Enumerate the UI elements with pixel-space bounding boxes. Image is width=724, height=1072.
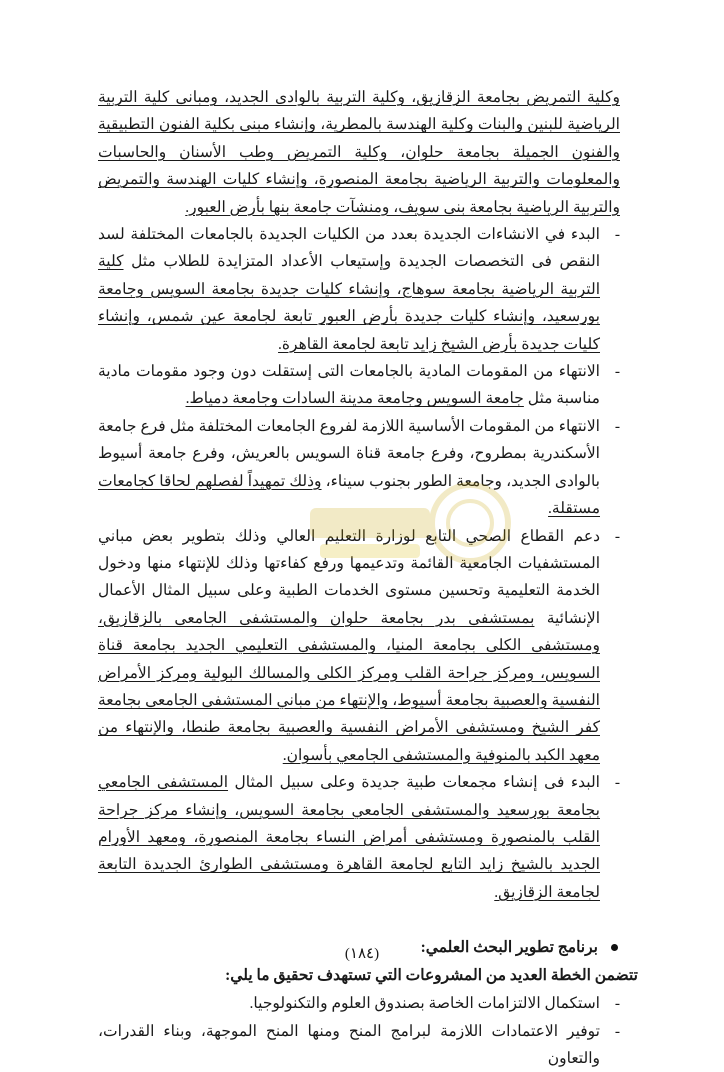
document-page — [98, 84, 638, 1067]
text-run: الانتهاء من المقومات المادية بالجامعات التى إستقلت دون وجود مقومات مادية مناسبة مثل — [98, 363, 600, 408]
text-run: البدء فى إنشاء مجمعات طبية جديدة وعلى سبيل المثال — [228, 774, 600, 792]
intro-paragraph — [98, 84, 620, 221]
underlined-text: جامعة السويس وجامعة مدينة السادات وجامعة دمياط. — [185, 390, 524, 408]
bullet-text — [98, 226, 600, 353]
bullet-dash: - — [614, 995, 620, 1013]
bullet-item-1 — [98, 221, 620, 358]
bullet-item-5 — [98, 769, 620, 906]
underlined-text: كلية التربية الرياضية بجامعة سوهاج، وإنشاء كليات جديدة بجامعة السويس وجامعة بورسعيد، وإنشاء كليات جديدة بأرض العبور تابعة لجامعة عين شمس، وإنشاء كليات جديدة بأرض الشيخ زايد تابعة لجامعة القاهرة. — [98, 253, 600, 353]
bullet-dash: - — [614, 774, 620, 792]
bullet-text — [98, 774, 600, 901]
page-number: (١٨٤) — [344, 946, 380, 962]
bullet-item-2 — [98, 358, 620, 413]
bullet-list — [98, 221, 620, 906]
bullet-text — [98, 528, 600, 764]
underlined-text: بمستشفى بدر بجامعة حلوان والمستشفى الجامعى بالزقازيق، ومستشفى الكلى بجامعة المنيا، والمستشفى التعليمي الجديد بجامعة قناة السويس، ومركز جراحة القلب ومركز الكلى والمسالك البولية ومركز الأمراض النفسية والعصبية بجامعة أسيوط، والإنتهاء من مباني المستشفى الجامعى بجامعة كفر الشيخ ومستشفى الأمراض النفسية والعصبية بجامعة طنطا، والإنتهاء من معهد الكبد بالمنوفية والمستشفى الجامعي بأسوان. — [98, 609, 600, 764]
section-intro: تتضمن الخطة العديد من المشروعات التي تستهدف تحقيق ما يلي: — [225, 967, 638, 985]
section-heading: برنامج تطوير البحث العلمي: — [420, 939, 598, 957]
bullet-dash: - — [614, 226, 620, 244]
underlined-text: وكلية التمريض بجامعة الزقازيق، وكلية التربية بالوادى الجديد، ومبانى كلية التربية الرياضية للبنين والبنات وكلية الهندسة بالمطرية، وإنشاء مبنى بكلية الفنون التطبيقية والفنون الجميلة بجامعة حلوان، وكلية التمريض وطب الأسنان والحاسبات والمعلومات والتربية الرياضية بجامعة المنصورة، وإنشاء كليات الهندسة والتمريض والتربية الرياضية بجامعة بنى سويف، ومنشآت جامعة بنها بأرض العبور. — [98, 89, 620, 216]
bullet-item-3 — [98, 413, 620, 523]
bullet-dash: - — [614, 417, 620, 435]
text-run: الانتهاء من المقومات الأساسية اللازمة لفروع الجامعات المختلفة مثل فرع جامعة الأسكندرية بمطروح، وفرع جامعة قناة السويس بالعريش، وفرع جامعة أسيوط بالوادى الجديد، وجامعة الطور بجنوب سيناء، — [98, 417, 600, 490]
section-bullet-item-2 — [98, 1018, 620, 1072]
bullet-text — [98, 418, 600, 517]
underlined-text: المستشفى الجامعي بجامعة بورسعيد والمستشفى الجامعي بجامعة السويس، وإنشاء مركز جراحة القلب بالمنصورة ومستشفى أمراض النساء بجامعة المنصورة، ومعهد الأورام الجديد بالشيخ زايد التابع لجامعة القاهرة ومستشفى الطوارئ الجديدة التابعة لجامعة الزقازيق. — [98, 774, 600, 901]
text-run: البدء في الانشاءات الجديدة بعدد من الكليات الجديدة بالجامعات المختلفة لسد النقص فى التخصصات الجديدة وإستيعاب الأعداد المتزايدة للطلاب مثل — [98, 226, 600, 271]
bullet-text: استكمال الالتزامات الخاصة بصندوق العلوم والتكنولوجيا. — [249, 995, 600, 1013]
section-bullet-list — [98, 990, 620, 1072]
bullet-text — [98, 363, 600, 407]
section-bullet-item-1 — [98, 990, 620, 1017]
bullet-item-4 — [98, 523, 620, 770]
bullet-dash: - — [614, 1022, 620, 1040]
bullet-text: توفير الاعتمادات اللازمة لبرامج المنح ومنها المنح الموجهة، وبناء القدرات، والتعاون — [98, 1022, 600, 1067]
text-run: دعم القطاع الصحي التابع لوزارة التعليم العالي وذلك بتطوير بعض مباني المستشفيات الجامعية القائمة وتدعيمها ورفع كفاءتها وذلك للإنتهاء منها ودخول الخدمة التعليمية وتحسين مستوى الخدمات الطبية وعلى سبيل المثال الأعمال الإنشائية — [98, 527, 600, 627]
bullet-dash: - — [614, 527, 620, 545]
bullet-dash: - — [614, 363, 620, 381]
section-gap — [98, 906, 620, 934]
underlined-text: وذلك تمهيداً لفصلهم لحاقا كجامعات مستقلة. — [98, 472, 600, 518]
